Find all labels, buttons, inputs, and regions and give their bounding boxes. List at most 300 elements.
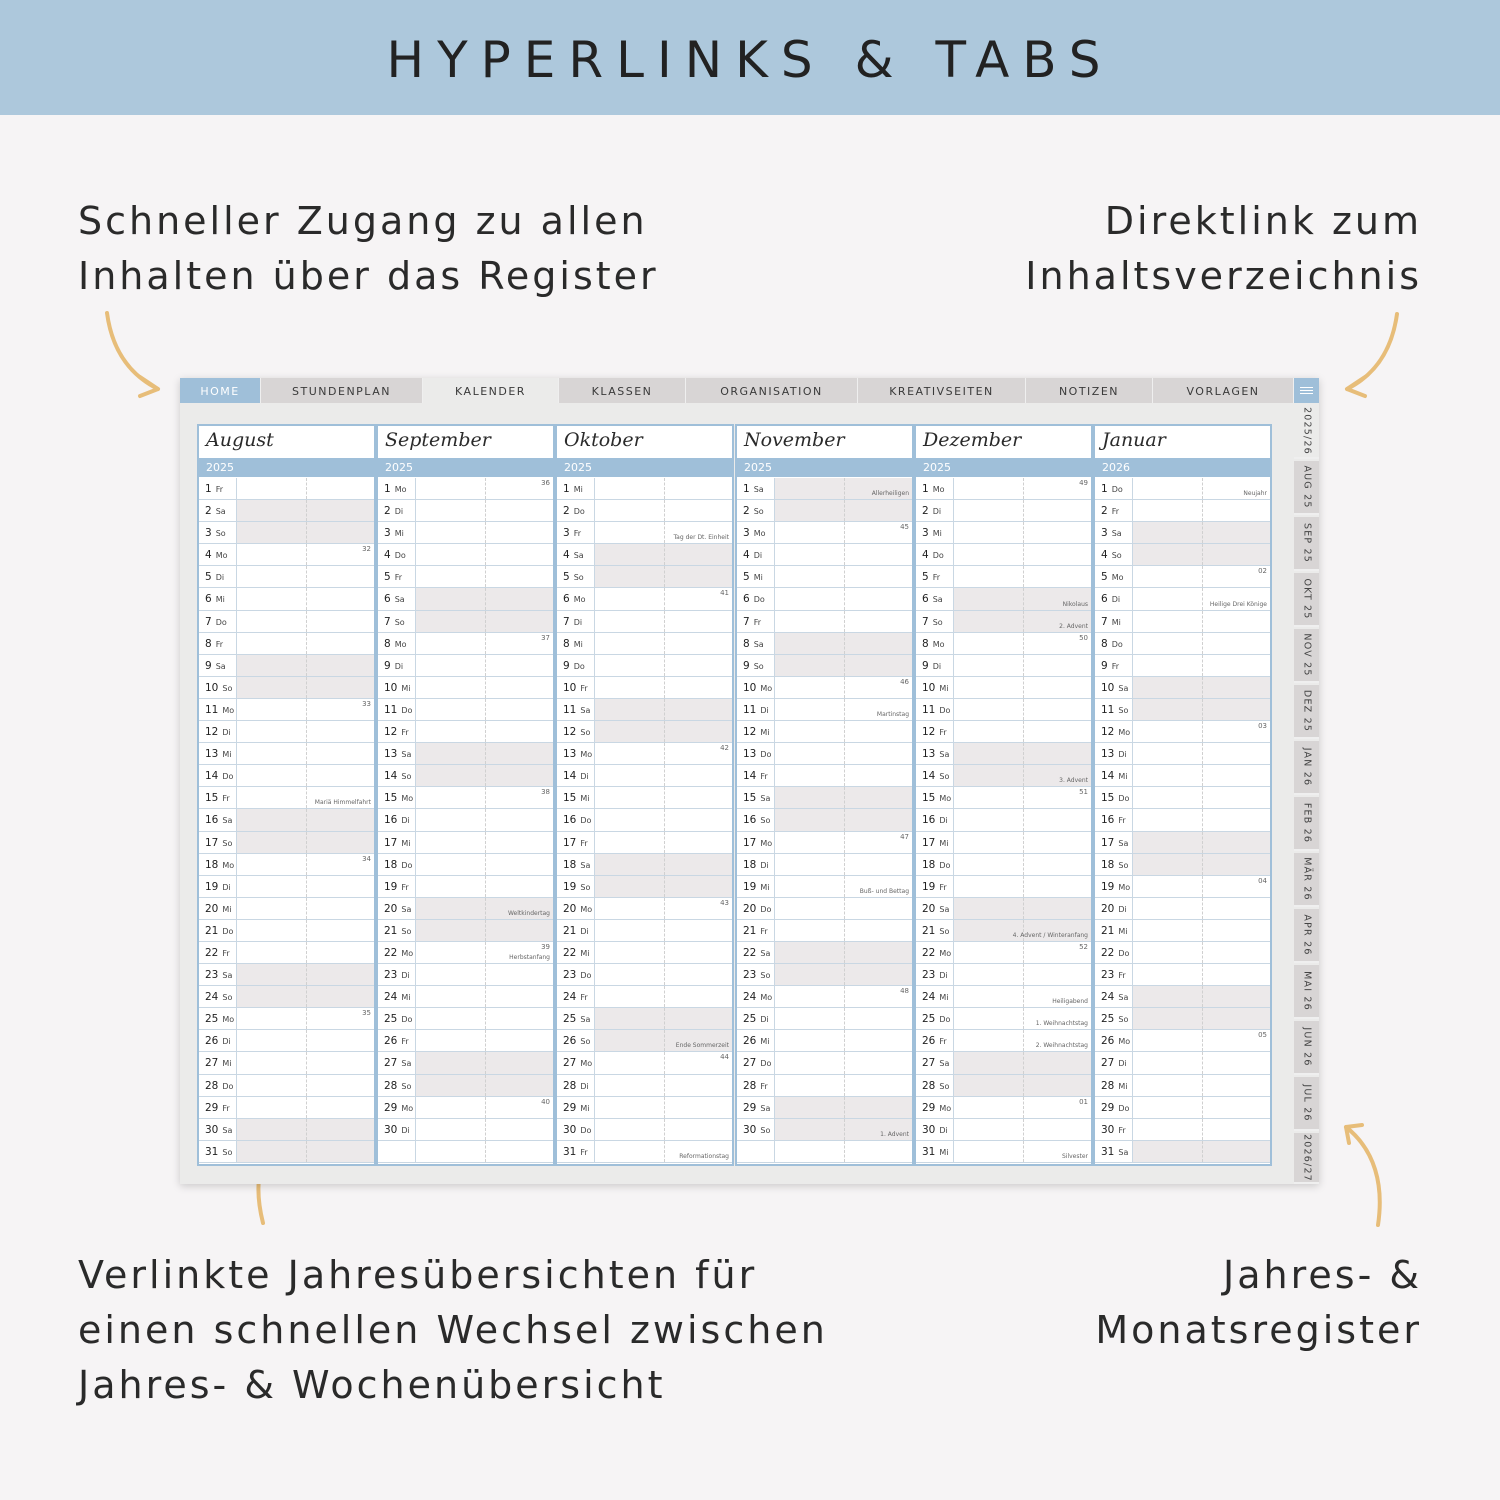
week-number-link[interactable]: 41 (720, 589, 729, 598)
entry-cell[interactable] (1132, 611, 1202, 632)
day-row[interactable] (916, 1052, 1091, 1074)
day-row[interactable] (1095, 699, 1270, 721)
entry-cell[interactable] (1132, 699, 1202, 720)
day-row[interactable] (1095, 986, 1270, 1008)
entry-cell[interactable] (594, 1119, 664, 1140)
month-name[interactable]: August (206, 429, 274, 451)
day-row[interactable] (916, 1141, 1091, 1163)
entry-cell[interactable] (485, 1141, 553, 1162)
entry-cell[interactable] (306, 1141, 374, 1162)
week-number-link[interactable]: 45 (900, 523, 909, 532)
entry-cell[interactable] (594, 1052, 664, 1073)
entry-cell[interactable] (306, 765, 374, 786)
entry-cell[interactable] (415, 1075, 485, 1096)
entry-cell[interactable] (415, 633, 485, 654)
entry-cell[interactable] (306, 588, 374, 609)
entry-cell[interactable] (1132, 478, 1202, 499)
entry-cell[interactable] (485, 1008, 553, 1029)
day-row[interactable] (557, 1141, 732, 1163)
day-row[interactable] (199, 677, 374, 699)
entry-cell[interactable] (774, 522, 844, 543)
entry-cell[interactable] (1132, 743, 1202, 764)
entry-cell[interactable] (485, 1119, 553, 1140)
entry-cell[interactable] (774, 743, 844, 764)
day-row[interactable] (737, 611, 912, 633)
entry-cell[interactable] (1202, 743, 1270, 764)
entry-cell[interactable] (415, 809, 485, 830)
day-row[interactable] (916, 478, 1091, 500)
entry-cell[interactable] (485, 500, 553, 521)
entry-cell[interactable] (236, 544, 306, 565)
entry-cell[interactable] (415, 1141, 485, 1162)
day-row[interactable] (199, 1030, 374, 1052)
entry-cell[interactable] (1202, 611, 1270, 632)
day-row[interactable] (1095, 1097, 1270, 1119)
entry-cell[interactable] (1132, 1075, 1202, 1096)
entry-cell[interactable] (953, 588, 1023, 609)
day-row[interactable] (1095, 787, 1270, 809)
entry-cell[interactable] (1132, 1097, 1202, 1118)
entry-cell[interactable] (1202, 832, 1270, 853)
entry-cell[interactable] (1132, 942, 1202, 963)
day-row[interactable] (378, 809, 553, 831)
day-row[interactable] (378, 1097, 553, 1119)
entry-cell[interactable] (306, 942, 374, 963)
day-row[interactable] (557, 1119, 732, 1141)
entry-cell[interactable] (844, 964, 912, 985)
entry-cell[interactable] (844, 566, 912, 587)
day-row[interactable] (1095, 500, 1270, 522)
entry-cell[interactable] (306, 522, 374, 543)
entry-cell[interactable] (1023, 721, 1091, 742)
entry-cell[interactable] (594, 809, 664, 830)
day-row[interactable] (378, 986, 553, 1008)
entry-cell[interactable] (1132, 588, 1202, 609)
entry-cell[interactable] (415, 677, 485, 698)
entry-cell[interactable] (844, 1141, 912, 1162)
day-row[interactable] (737, 876, 912, 898)
entry-cell[interactable] (774, 588, 844, 609)
entry-cell[interactable] (953, 478, 1023, 499)
day-row[interactable] (1095, 898, 1270, 920)
week-number-link[interactable]: 38 (541, 788, 550, 797)
day-row[interactable] (199, 1075, 374, 1097)
day-row[interactable] (557, 809, 732, 831)
day-row[interactable] (1095, 478, 1270, 500)
entry-cell[interactable] (485, 699, 553, 720)
day-row[interactable] (557, 942, 732, 964)
entry-cell[interactable] (664, 1097, 732, 1118)
entry-cell[interactable] (953, 787, 1023, 808)
week-number-link[interactable]: 50 (1079, 633, 1088, 642)
entry-cell[interactable] (953, 1119, 1023, 1140)
day-row[interactable] (916, 566, 1091, 588)
day-row[interactable] (737, 964, 912, 986)
entry-cell[interactable] (485, 765, 553, 786)
entry-cell[interactable] (485, 832, 553, 853)
entry-cell[interactable] (236, 699, 306, 720)
day-row[interactable] (557, 920, 732, 942)
day-row[interactable] (199, 898, 374, 920)
day-row[interactable] (916, 677, 1091, 699)
entry-cell[interactable] (415, 1097, 485, 1118)
entry-cell[interactable] (844, 743, 912, 764)
entry-cell[interactable] (594, 566, 664, 587)
day-row[interactable] (737, 699, 912, 721)
entry-cell[interactable] (236, 478, 306, 499)
day-row[interactable] (916, 1097, 1091, 1119)
entry-cell[interactable] (774, 942, 844, 963)
entry-cell[interactable] (1132, 876, 1202, 897)
entry-cell[interactable] (664, 809, 732, 830)
entry-cell[interactable] (844, 854, 912, 875)
day-row[interactable] (1095, 920, 1270, 942)
day-row[interactable] (199, 611, 374, 633)
day-row[interactable] (199, 699, 374, 721)
day-row[interactable] (1095, 721, 1270, 743)
entry-cell[interactable] (415, 964, 485, 985)
entry-cell[interactable] (415, 522, 485, 543)
entry-cell[interactable] (953, 699, 1023, 720)
entry-cell[interactable] (1023, 832, 1091, 853)
entry-cell[interactable] (774, 1119, 844, 1140)
entry-cell[interactable] (236, 1008, 306, 1029)
entry-cell[interactable] (774, 986, 844, 1007)
day-row[interactable] (1095, 832, 1270, 854)
entry-cell[interactable] (306, 566, 374, 587)
day-row[interactable] (737, 854, 912, 876)
day-row[interactable] (1095, 566, 1270, 588)
entry-cell[interactable] (1023, 544, 1091, 565)
entry-cell[interactable] (844, 611, 912, 632)
entry-cell[interactable] (844, 920, 912, 941)
day-row[interactable] (557, 699, 732, 721)
entry-cell[interactable] (1023, 677, 1091, 698)
entry-cell[interactable] (1132, 1052, 1202, 1073)
entry-cell[interactable] (844, 1052, 912, 1073)
day-row[interactable] (557, 500, 732, 522)
entry-cell[interactable] (236, 611, 306, 632)
week-number-link[interactable]: 04 (1258, 876, 1267, 885)
entry-cell[interactable] (664, 611, 732, 632)
entry-cell[interactable] (594, 721, 664, 742)
day-row[interactable] (199, 1141, 374, 1163)
day-row[interactable] (1095, 876, 1270, 898)
day-row[interactable] (199, 787, 374, 809)
day-row[interactable] (378, 566, 553, 588)
side-tab-dez-25[interactable] (1294, 685, 1319, 739)
entry-cell[interactable] (774, 1008, 844, 1029)
day-row[interactable] (737, 1141, 912, 1163)
day-row[interactable] (1095, 809, 1270, 831)
day-row[interactable] (916, 699, 1091, 721)
day-row[interactable] (557, 986, 732, 1008)
day-row[interactable] (378, 1119, 553, 1141)
day-row[interactable] (199, 588, 374, 610)
entry-cell[interactable] (1023, 699, 1091, 720)
entry-cell[interactable] (1132, 986, 1202, 1007)
entry-cell[interactable] (594, 942, 664, 963)
entry-cell[interactable] (1132, 655, 1202, 676)
entry-cell[interactable] (844, 544, 912, 565)
day-row[interactable] (737, 478, 912, 500)
entry-cell[interactable] (844, 655, 912, 676)
day-row[interactable] (737, 832, 912, 854)
day-row[interactable] (199, 964, 374, 986)
day-row[interactable] (557, 633, 732, 655)
entry-cell[interactable] (415, 721, 485, 742)
entry-cell[interactable] (415, 478, 485, 499)
entry-cell[interactable] (664, 1008, 732, 1029)
entry-cell[interactable] (774, 611, 844, 632)
entry-cell[interactable] (306, 1119, 374, 1140)
entry-cell[interactable] (236, 721, 306, 742)
entry-cell[interactable] (774, 500, 844, 521)
entry-cell[interactable] (306, 920, 374, 941)
day-row[interactable] (378, 765, 553, 787)
entry-cell[interactable] (774, 1141, 844, 1162)
entry-cell[interactable] (1202, 787, 1270, 808)
entry-cell[interactable] (1023, 1075, 1091, 1096)
day-row[interactable] (557, 1030, 732, 1052)
entry-cell[interactable] (236, 1075, 306, 1096)
day-row[interactable] (557, 832, 732, 854)
day-row[interactable] (199, 942, 374, 964)
entry-cell[interactable] (664, 1075, 732, 1096)
day-row[interactable] (1095, 854, 1270, 876)
day-row[interactable] (916, 986, 1091, 1008)
entry-cell[interactable] (1202, 898, 1270, 919)
day-row[interactable] (1095, 655, 1270, 677)
day-row[interactable] (199, 544, 374, 566)
day-row[interactable] (916, 787, 1091, 809)
entry-cell[interactable] (236, 1030, 306, 1051)
day-row[interactable] (378, 655, 553, 677)
day-row[interactable] (557, 1097, 732, 1119)
day-row[interactable] (1095, 677, 1270, 699)
entry-cell[interactable] (594, 611, 664, 632)
day-row[interactable] (916, 1008, 1091, 1030)
tab-notizen[interactable]: NOTIZEN (1026, 378, 1153, 403)
entry-cell[interactable] (1023, 500, 1091, 521)
side-tab-apr-26[interactable] (1294, 909, 1319, 963)
day-row[interactable] (199, 1119, 374, 1141)
entry-cell[interactable] (306, 721, 374, 742)
entry-cell[interactable] (306, 876, 374, 897)
entry-cell[interactable] (594, 588, 664, 609)
entry-cell[interactable] (485, 809, 553, 830)
entry-cell[interactable] (415, 743, 485, 764)
entry-cell[interactable] (594, 699, 664, 720)
entry-cell[interactable] (664, 964, 732, 985)
entry-cell[interactable] (236, 854, 306, 875)
entry-cell[interactable] (844, 721, 912, 742)
entry-cell[interactable] (953, 942, 1023, 963)
entry-cell[interactable] (236, 1097, 306, 1118)
entry-cell[interactable] (953, 611, 1023, 632)
entry-cell[interactable] (594, 544, 664, 565)
day-row[interactable] (378, 611, 553, 633)
entry-cell[interactable] (594, 920, 664, 941)
entry-cell[interactable] (953, 986, 1023, 1007)
entry-cell[interactable] (415, 920, 485, 941)
entry-cell[interactable] (485, 876, 553, 897)
day-row[interactable] (199, 655, 374, 677)
entry-cell[interactable] (953, 1097, 1023, 1118)
entry-cell[interactable] (306, 964, 374, 985)
entry-cell[interactable] (306, 809, 374, 830)
entry-cell[interactable] (844, 1008, 912, 1029)
entry-cell[interactable] (953, 566, 1023, 587)
entry-cell[interactable] (415, 566, 485, 587)
week-number-link[interactable]: 47 (900, 832, 909, 841)
entry-cell[interactable] (953, 1008, 1023, 1029)
entry-cell[interactable] (774, 854, 844, 875)
side-tab-sep-25[interactable] (1294, 517, 1319, 571)
entry-cell[interactable] (415, 1008, 485, 1029)
day-row[interactable] (737, 1008, 912, 1030)
day-row[interactable] (378, 832, 553, 854)
entry-cell[interactable] (594, 964, 664, 985)
entry-cell[interactable] (1202, 633, 1270, 654)
month-name[interactable]: September (385, 429, 491, 451)
day-row[interactable] (1095, 1141, 1270, 1163)
entry-cell[interactable] (485, 1075, 553, 1096)
week-number-link[interactable]: 40 (541, 1097, 550, 1106)
entry-cell[interactable] (953, 743, 1023, 764)
entry-cell[interactable] (594, 655, 664, 676)
week-number-link[interactable]: 37 (541, 633, 550, 642)
day-row[interactable] (378, 1008, 553, 1030)
entry-cell[interactable] (236, 500, 306, 521)
day-row[interactable] (737, 633, 912, 655)
entry-cell[interactable] (774, 876, 844, 897)
tab-organisation[interactable]: ORGANISATION (686, 378, 858, 403)
entry-cell[interactable] (306, 1030, 374, 1051)
entry-cell[interactable] (236, 522, 306, 543)
day-row[interactable] (737, 721, 912, 743)
entry-cell[interactable] (1023, 655, 1091, 676)
entry-cell[interactable] (485, 677, 553, 698)
entry-cell[interactable] (664, 765, 732, 786)
day-row[interactable] (737, 787, 912, 809)
entry-cell[interactable] (306, 478, 374, 499)
entry-cell[interactable] (415, 1052, 485, 1073)
week-number-link[interactable]: 32 (362, 545, 371, 554)
entry-cell[interactable] (953, 765, 1023, 786)
day-row[interactable] (737, 809, 912, 831)
entry-cell[interactable] (594, 677, 664, 698)
entry-cell[interactable] (774, 566, 844, 587)
entry-cell[interactable] (1023, 1119, 1091, 1140)
week-number-link[interactable]: 33 (362, 699, 371, 708)
day-row[interactable] (557, 787, 732, 809)
entry-cell[interactable] (1132, 500, 1202, 521)
day-row[interactable] (737, 566, 912, 588)
day-row[interactable] (916, 898, 1091, 920)
day-row[interactable] (378, 544, 553, 566)
entry-cell[interactable] (664, 566, 732, 587)
entry-cell[interactable] (774, 633, 844, 654)
entry-cell[interactable] (594, 1008, 664, 1029)
side-tab-year-2026-27[interactable] (1294, 1133, 1319, 1184)
week-number-link[interactable]: 43 (720, 898, 729, 907)
day-row[interactable] (378, 588, 553, 610)
day-row[interactable] (1095, 588, 1270, 610)
entry-cell[interactable] (485, 743, 553, 764)
entry-cell[interactable] (844, 787, 912, 808)
side-tab-aug-25[interactable] (1294, 461, 1319, 515)
entry-cell[interactable] (415, 500, 485, 521)
day-row[interactable] (737, 942, 912, 964)
entry-cell[interactable] (774, 1075, 844, 1096)
day-row[interactable] (378, 522, 553, 544)
entry-cell[interactable] (953, 500, 1023, 521)
entry-cell[interactable] (236, 765, 306, 786)
entry-cell[interactable] (306, 655, 374, 676)
entry-cell[interactable] (415, 544, 485, 565)
entry-cell[interactable] (485, 611, 553, 632)
day-row[interactable] (378, 1052, 553, 1074)
day-row[interactable] (378, 920, 553, 942)
day-row[interactable] (378, 942, 553, 964)
entry-cell[interactable] (664, 544, 732, 565)
entry-cell[interactable] (664, 677, 732, 698)
entry-cell[interactable] (594, 876, 664, 897)
entry-cell[interactable] (664, 633, 732, 654)
day-row[interactable] (199, 478, 374, 500)
entry-cell[interactable] (774, 721, 844, 742)
entry-cell[interactable] (415, 655, 485, 676)
entry-cell[interactable] (1202, 964, 1270, 985)
entry-cell[interactable] (1132, 1119, 1202, 1140)
entry-cell[interactable] (953, 522, 1023, 543)
day-row[interactable] (199, 500, 374, 522)
day-row[interactable] (557, 854, 732, 876)
entry-cell[interactable] (664, 832, 732, 853)
entry-cell[interactable] (1132, 522, 1202, 543)
entry-cell[interactable] (236, 677, 306, 698)
entry-cell[interactable] (306, 633, 374, 654)
entry-cell[interactable] (953, 1030, 1023, 1051)
entry-cell[interactable] (953, 1052, 1023, 1073)
day-row[interactable] (1095, 1119, 1270, 1141)
day-row[interactable] (378, 787, 553, 809)
day-row[interactable] (378, 898, 553, 920)
day-row[interactable] (916, 721, 1091, 743)
tab-vorlagen[interactable]: VORLAGEN (1153, 378, 1294, 403)
day-row[interactable] (199, 854, 374, 876)
entry-cell[interactable] (844, 588, 912, 609)
entry-cell[interactable] (844, 898, 912, 919)
day-row[interactable] (916, 655, 1091, 677)
day-row[interactable] (199, 832, 374, 854)
entry-cell[interactable] (844, 765, 912, 786)
entry-cell[interactable] (774, 1030, 844, 1051)
day-row[interactable] (199, 1008, 374, 1030)
day-row[interactable] (1095, 1030, 1270, 1052)
entry-cell[interactable] (485, 920, 553, 941)
entry-cell[interactable] (1132, 1030, 1202, 1051)
day-row[interactable] (1095, 743, 1270, 765)
side-tab-feb-26[interactable] (1294, 797, 1319, 851)
day-row[interactable] (199, 1052, 374, 1074)
day-row[interactable] (737, 1119, 912, 1141)
entry-cell[interactable] (306, 898, 374, 919)
entry-cell[interactable] (236, 743, 306, 764)
day-row[interactable] (199, 566, 374, 588)
entry-cell[interactable] (306, 832, 374, 853)
